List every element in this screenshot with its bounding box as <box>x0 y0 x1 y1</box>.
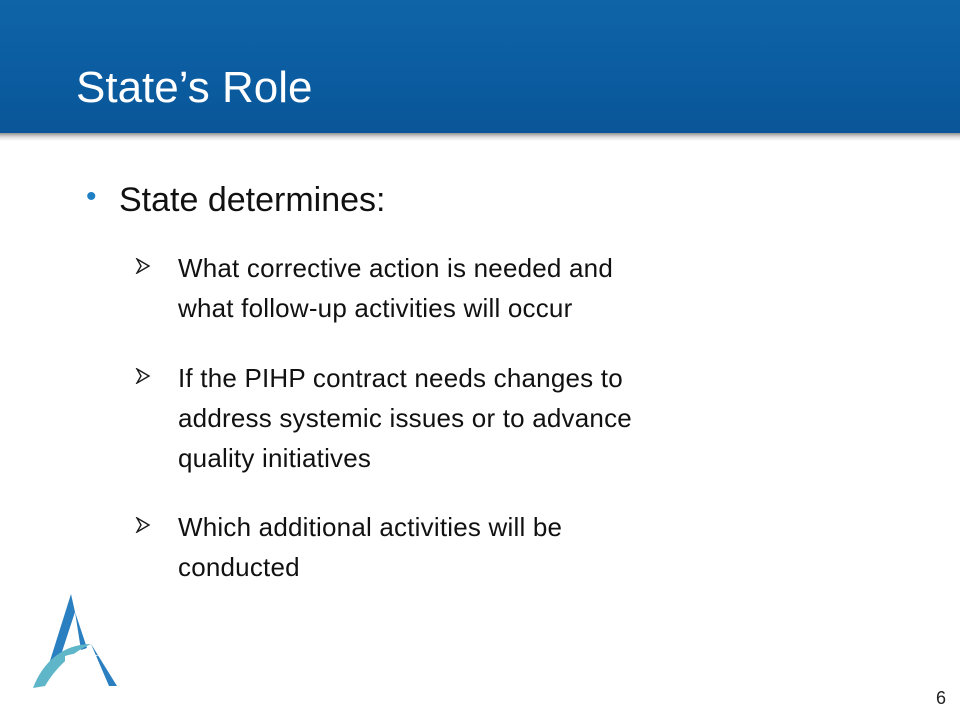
page-number: 6 <box>935 688 946 708</box>
arrowhead-bullet-icon <box>135 517 151 533</box>
sub-bullet-line: If the PIHP contract needs changes to <box>178 363 623 393</box>
sub-bullet-text <box>178 358 868 478</box>
sub-bullet-line: What corrective action is needed and <box>178 253 613 283</box>
main-bullet-text: State determines: <box>119 181 386 219</box>
arrowhead-bullet-icon <box>135 258 151 274</box>
slide-title: State’s Role <box>76 63 313 112</box>
sub-bullet-text <box>178 507 868 587</box>
sub-bullet-line: what follow-up activities will occur <box>178 293 573 323</box>
sub-bullet-line: address systemic issues or to advance <box>178 403 632 433</box>
sub-bullet-text <box>178 248 868 328</box>
sub-bullet-line: conducted <box>178 552 300 582</box>
title-bar-shadow <box>0 133 960 141</box>
sub-bullet-line: Which additional activities will be <box>178 512 563 542</box>
arrowhead-bullet-icon <box>135 368 151 384</box>
triangle-logo-icon <box>25 592 125 692</box>
sub-bullet-line: quality initiatives <box>178 443 372 473</box>
bullet-dot-icon: • <box>86 180 97 213</box>
